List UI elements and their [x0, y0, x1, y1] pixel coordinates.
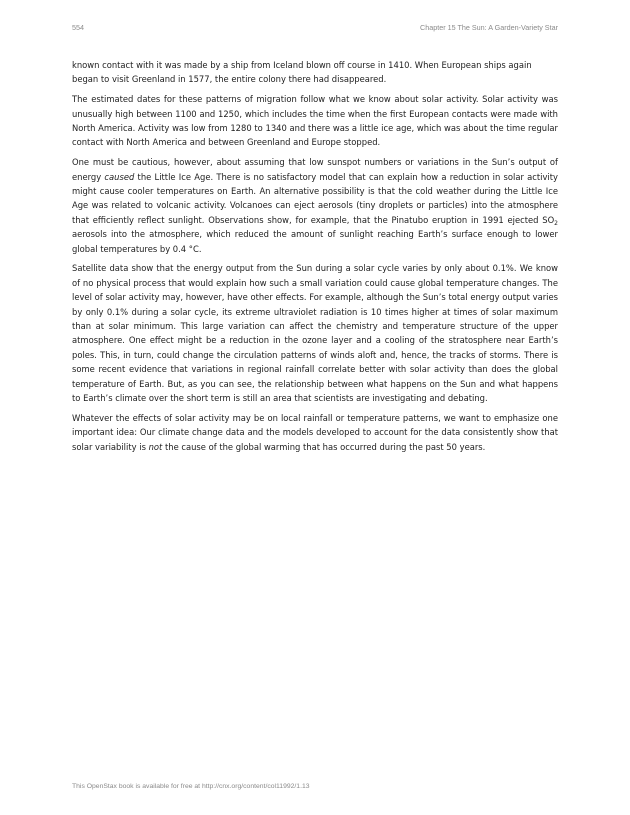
emphasis-caused: caused	[104, 171, 135, 182]
page-number: 554	[72, 23, 84, 32]
paragraph-4: Satellite data show that the energy output from the Sun during a solar cycle varies by only about 0.1%. We know of no physical process that would explain how such a small variation could cause global temperature changes. The level of solar activity may, however, have other effects. For example, although the Sun’s total energy output varies by only 0.1% during a solar cycle, its extreme ultraviolet radiation is 10 times higher at times of solar maximum than at solar minimum. This large variation can affect the chemistry and temperature structure of the upper atmosphere. One effect might be a reduction in the ozone layer and a cooling of the stratosphere near Earth’s poles. This, in turn, could change the circulation patterns of winds aloft and, hence, the tracks of storms. There is some recent evidence that variations in regional rainfall correlate better with solar activity than does the global temperature of Earth. But, as you can see, the relationship between what happens on the Sun and what happens to Earth’s climate over the short term is still an area that scientists are investigating and debating.	[72, 263, 558, 404]
paragraph-2: The estimated dates for these patterns of migration follow what we know about solar activity. Solar activity was unusually high between 1100 and 1250, which includes the time when the first European contacts were made with North America. Activity was low from 1280 to 1340 and there was a little ice age, which was about the time regular contact with North America and between Greenland and Europe stopped.	[72, 94, 558, 148]
body-text	[72, 58, 558, 460]
paragraph-5-part-a: Whatever the effects of solar activity may be on local rainfall or temperature patterns, we want to emphasize one important idea: Our climate change data and the models developed to account for the data consistently show that solar variability is	[72, 412, 558, 452]
subscript-2: 2	[554, 219, 558, 227]
paragraph-5-part-b: the cause of the global warming that has occurred during the past 50 years.	[162, 441, 486, 452]
paragraph-3-part-c: aerosols into the atmosphere, which reduced the amount of sunlight reaching Earth’s surface enough to lower global temperatures by 0.4 °C.	[72, 229, 558, 254]
emphasis-not: not	[148, 441, 163, 452]
paragraph-1: known contact with it was made by a ship from Iceland blown off course in 1410. When European ships again began to visit Greenland in 1577, the entire colony there had disappeared.	[72, 60, 532, 85]
paragraph-3	[72, 155, 558, 256]
page-footer: This OpenStax book is available for free at http://cnx.org/content/col11992/1.13	[72, 783, 310, 790]
chapter-title: Chapter 15 The Sun: A Garden-Variety Star	[420, 23, 558, 32]
paragraph-3-part-a: One must be cautious, however, about assuming that low sunspot numbers or variations in the Sun’s output of energy	[72, 157, 558, 182]
paragraph-3-part-b: the Little Ice Age. There is no satisfactory model that can explain how a reduction in solar activity might cause cooler temperatures on Earth. An alternative possibility is that the cold weather during the Little Ice Age was related to volcanic activity. Volcanoes can eject aerosols (tiny droplets or particles) into the atmosphere that efficiently reflect sunlight. Observations show, for example, that the Pinatubo eruption in 1991 ejected SO	[72, 171, 558, 225]
paragraph-5	[72, 411, 558, 454]
